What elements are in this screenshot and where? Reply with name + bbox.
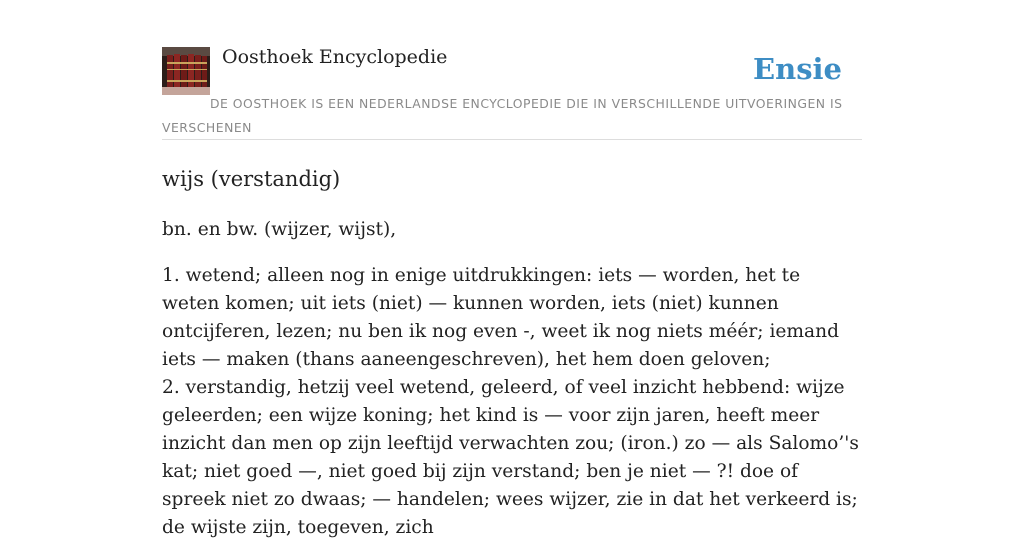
encyclopedia-books-icon[interactable] [162, 47, 210, 95]
brand-logo[interactable]: Ensie [753, 52, 842, 86]
definition-sense: 1. wetend; alleen nog in enige uitdrukkingen: iets — worden, het te weten komen; uit iets (niet) — kunnen worden, iets (niet) kunnen ontcijferen, lezen; nu ben ik nog even -, weet ik nog niets méér; iemand iets — maken (thans aaneengeschreven), het hem doen geloven; [162, 265, 840, 370]
article-body [162, 216, 862, 542]
article [162, 164, 862, 542]
definition-sense: 2. verstandig, hetzij veel wetend, geleerd, of veel inzicht hebbend: wijze geleerden; een wijze koning; het kind is — voor zijn jaren, heeft meer inzicht dan men op zijn leeftijd verwachten zou; (iron.) zo — als Salomo’'s kat; niet goed —, niet goed bij zijn verstand; ben je niet — ?! doe of spreek niet zo dwaas; — handelen; wees wijzer, zie in dat het verkeerd is; de wijste zijn, toegeven, zich [162, 377, 859, 538]
site-description: DE OOSTHOEK IS EEN NEDERLANDSE ENCYCLOPEDIE DIE IN VERSCHILLENDE UITVOERINGEN IS VERSCHENEN [162, 96, 843, 135]
header-divider [162, 139, 862, 140]
article-title: wijs (verstandig) [162, 167, 341, 191]
site-name-link[interactable]: Oosthoek Encyclopedie [222, 46, 448, 68]
grammar-note: bn. en bw. (wijzer, wijst), [162, 219, 397, 240]
